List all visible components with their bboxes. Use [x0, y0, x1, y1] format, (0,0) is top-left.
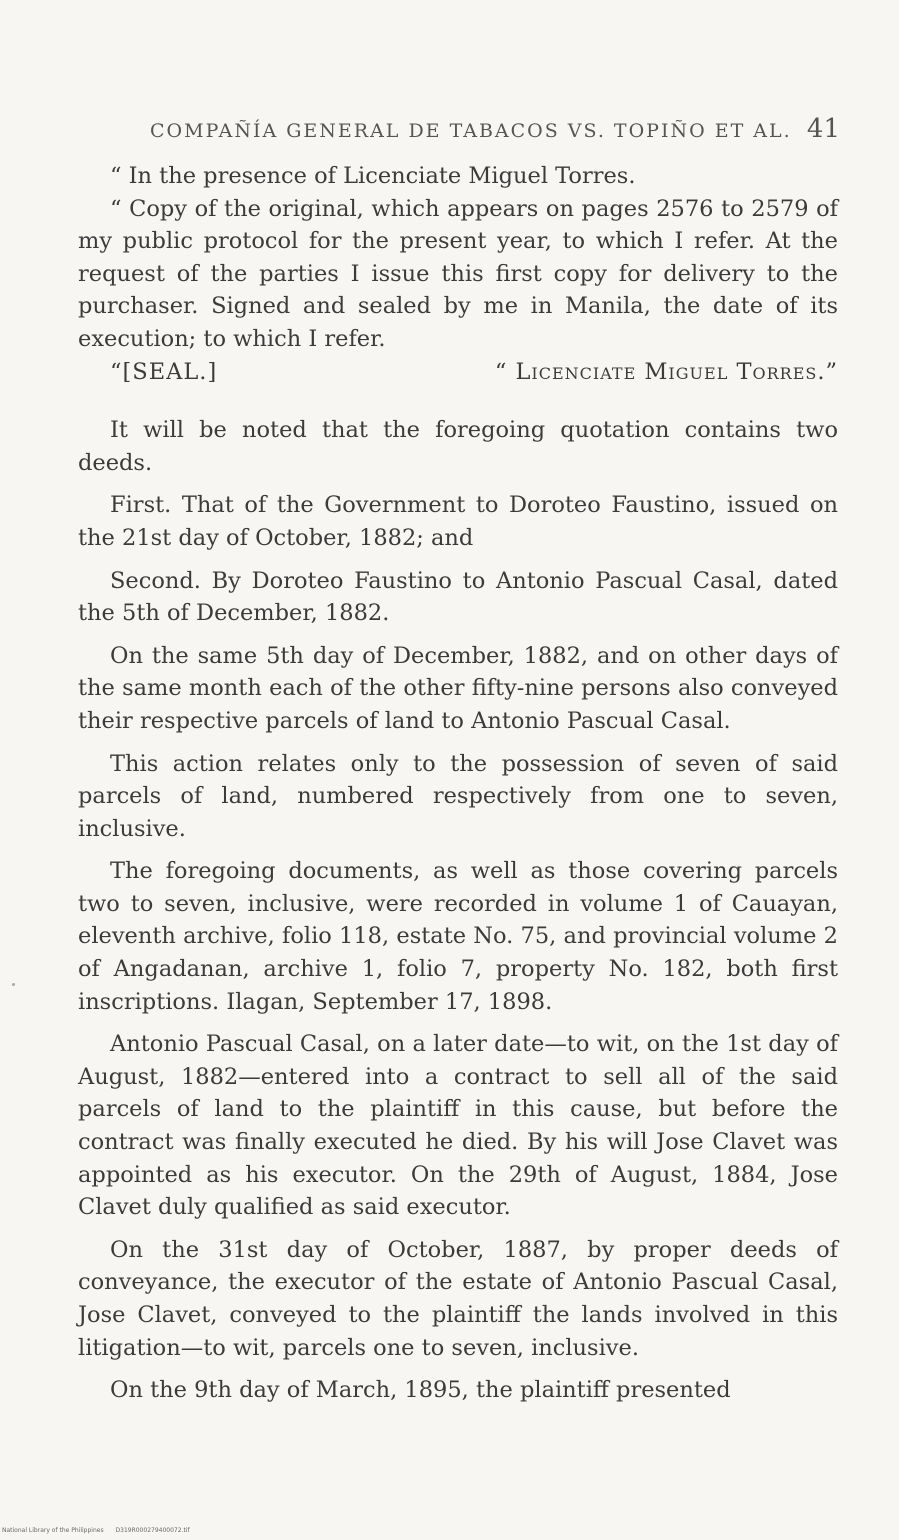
paragraph-first-deed: First. That of the Government to Doroteo Faustino, issued on the 21st day of October, 1882; and: [78, 492, 838, 551]
paragraph-two-deeds: It will be noted that the foregoing quotation contains two deeds.: [78, 417, 838, 476]
library-credit: National Library of the Philippines: [2, 1527, 104, 1534]
scan-speck: [12, 983, 15, 986]
paragraph-action-relates: This action relates only to the possession of seven of said parcels of land, numbered respectively from one to seven, inclusive.: [78, 750, 838, 842]
signature-line: [78, 356, 838, 389]
paragraph-recorded: The foregoing documents, as well as those covering parcels two to seven, inclusive, were recorded in volume 1 of Cauayan, eleventh archive, folio 118, estate No. 75, and provincial volume 2 of Angadanan, archive 1, folio 7, property No. 182, both first inscriptions. Ilagan, September 17, 1898.: [78, 858, 838, 1015]
file-identifier: D319R000279400072.tif: [115, 1527, 190, 1534]
paragraph-conveyance: On the 31st day of October, 1887, by proper deeds of conveyance, the executor of the estate of Antonio Pascual Casal, Jose Clavet, conveyed to the plaintiff the lands involved in this litigation—to wit, parcels one to seven, inclusive.: [78, 1236, 838, 1361]
seal-mark: “[SEAL.]: [110, 358, 218, 385]
scan-footer: [2, 1527, 897, 1534]
paragraph-march: On the 9th day of March, 1895, the plaintiff presented: [110, 1377, 731, 1404]
paragraph-same-day: On the same 5th day of December, 1882, and on other days of the same month each of the other fifty-nine persons also conveyed their respective parcels of land to Antonio Pascual Casal.: [78, 642, 838, 734]
paragraph-contract: Antonio Pascual Casal, on a later date—to wit, on the 1st day of August, 1882—entered into a contract to sell all of the said parcels of land to the plaintiff in this cause, but before the contract was finally executed he died. By his will Jose Clavet was appointed as his executor. On the 29th of August, 1884, Jose Clavet duly qualified as said executor.: [78, 1031, 838, 1221]
page-header: [150, 114, 840, 150]
page-body: [78, 160, 838, 1417]
page-number: 41: [806, 114, 840, 144]
notary-signature: “ Licenciate Miguel Torres.”: [494, 358, 838, 385]
quote-paragraph-copy: “ Copy of the original, which appears on pages 2576 to 2579 of my public protocol for the present year, to which I refer. At the request of the parties I issue this first copy for delivery to the purchaser. Signed and sealed by me in Manila, the date of its execution; to which I refer.: [78, 195, 838, 352]
paragraph-second-deed: Second. By Doroteo Faustino to Antonio Pascual Casal, dated the 5th of December, 1882.: [78, 567, 838, 627]
quote-line-presence: “ In the presence of Licenciate Miguel Torres.: [110, 163, 636, 189]
running-title: COMPAÑÍA GENERAL DE TABACOS VS. TOPIÑO ET AL.: [150, 120, 792, 142]
